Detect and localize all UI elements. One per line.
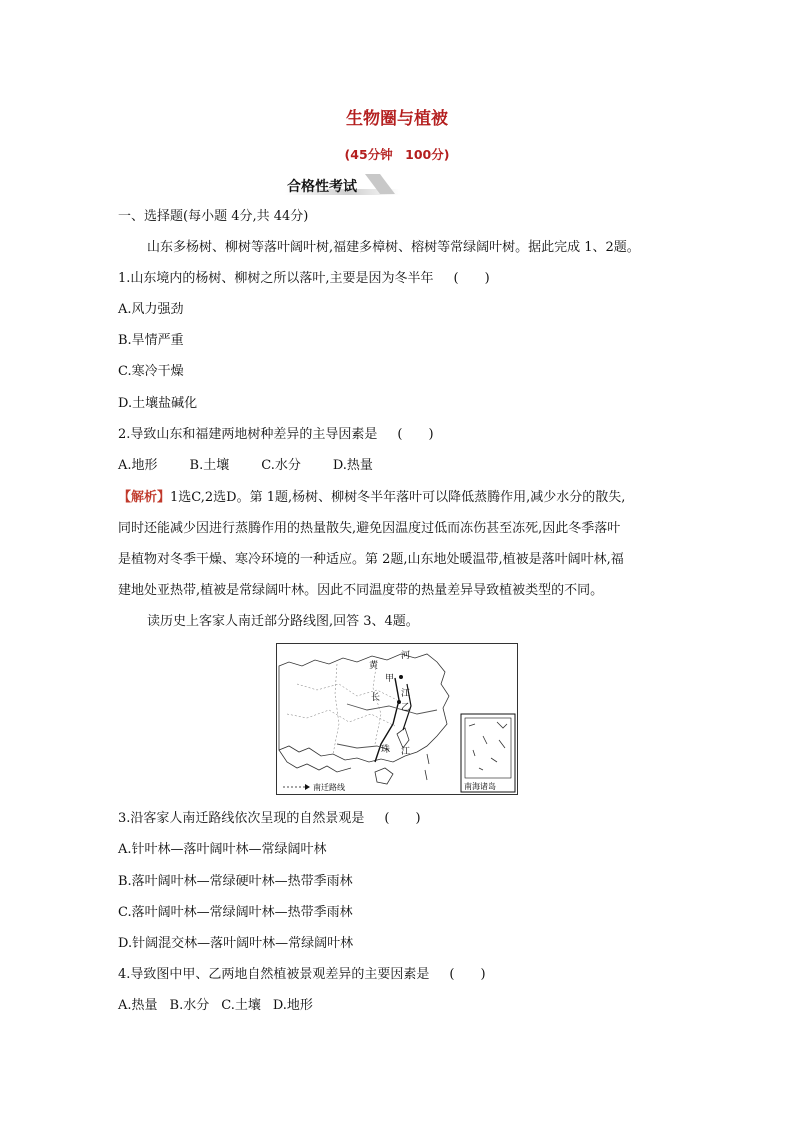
page-title: 生物圈与植被 xyxy=(346,109,448,129)
migration-route-map xyxy=(276,643,518,795)
question-3-stem xyxy=(118,811,421,827)
question-2-text: 2.导致山东和福建两地树种差异的主导因素是 xyxy=(118,427,378,442)
map-label-he: 河 xyxy=(401,651,411,661)
answer-paren: ( ) xyxy=(453,271,490,286)
answer-paren: ( ) xyxy=(384,811,421,826)
question-2-stem xyxy=(118,427,434,443)
question-2-option-b: B.土壤 xyxy=(189,458,230,473)
analysis-line-1 xyxy=(118,490,625,506)
map-label-jiang-2: 江 xyxy=(401,747,411,757)
question-3-option-d: D.针阔混交林—落叶阔叶林—常绿阔叶林 xyxy=(118,936,354,951)
question-4-stem xyxy=(118,967,486,983)
answer-paren: ( ) xyxy=(449,967,486,982)
answer-paren: ( ) xyxy=(397,427,434,442)
question-1-stem xyxy=(118,271,490,287)
question-2-option-d: D.热量 xyxy=(332,458,373,473)
map-label-chang: 长 xyxy=(371,693,381,703)
analysis-text-1: 1选C,2选D。第 1题,杨树、柳树冬半年落叶可以降低蒸腾作用,减少水分的散失, xyxy=(170,490,626,505)
map-legend-label: 南迁路线 xyxy=(313,783,345,792)
question-2-options xyxy=(118,458,405,474)
analysis-line-3: 是植物对冬季干燥、寒冷环境的一种适应。第 2题,山东地处暖温带,植被是落叶阔叶林,福 xyxy=(118,552,624,567)
map-label-zhu: 珠 xyxy=(381,745,391,755)
analysis-line-4: 建地处亚热带,植被是常绿阔叶林。因此不同温度带的热量差异导致植被类型的不同。 xyxy=(118,583,604,598)
question-3-option-a: A.针叶林—落叶阔叶林—常绿阔叶林 xyxy=(118,842,327,857)
question-4-option-a: A.热量 xyxy=(118,998,158,1013)
map-label-jia: 甲 xyxy=(385,674,395,684)
map-label-jiang-1: 江 xyxy=(401,689,411,699)
map-label-yi: 乙 xyxy=(401,703,411,713)
question-2-option-c: C.水分 xyxy=(261,458,301,473)
question-1-option-d: D.土壤盐碱化 xyxy=(118,396,198,411)
question-4-option-b: B.水分 xyxy=(169,998,210,1013)
question-3-option-b: B.落叶阔叶林—常绿硬叶林—热带季雨林 xyxy=(118,874,353,889)
analysis-tag: 【解析】 xyxy=(118,490,171,505)
map-drawing xyxy=(277,644,517,794)
map-label-huang: 黄 xyxy=(369,661,379,671)
section-heading: 一、选择题(每小题 4分,共 44分) xyxy=(118,209,309,224)
question-4-option-c: C.土壤 xyxy=(221,998,261,1013)
question-2-option-a: A.地形 xyxy=(118,458,158,473)
question-1-text: 1.山东境内的杨树、柳树之所以落叶,主要是因为冬半年 xyxy=(118,271,434,286)
question-1-option-a: A.风力强劲 xyxy=(118,302,184,317)
analysis-line-2: 同时还能减少因进行蒸腾作用的热量散失,避免因温度过低而冻伤甚至冻死,因此冬季落叶 xyxy=(118,521,621,536)
question-4-options xyxy=(118,998,325,1014)
question-4-text: 4.导致图中甲、乙两地自然植被景观差异的主要因素是 xyxy=(118,967,430,982)
section-banner xyxy=(285,174,400,196)
question-3-text: 3.沿客家人南迁路线依次呈现的自然景观是 xyxy=(118,811,365,826)
question-3-option-c: C.落叶阔叶林—常绿阔叶林—热带季雨林 xyxy=(118,905,353,920)
inset-label: 南海诸岛 xyxy=(464,782,496,791)
page-subtitle: (45分钟 100分) xyxy=(344,147,450,162)
question-1-option-c: C.寒冷干燥 xyxy=(118,364,184,379)
intro-q1-q2: 山东多杨树、柳树等落叶阔叶树,福建多樟树、榕树等常绿阔叶树。据此完成 1、2题。 xyxy=(147,240,640,255)
question-4-option-d: D.地形 xyxy=(272,998,313,1013)
intro-q3-q4: 读历史上客家人南迁部分路线图,回答 3、4题。 xyxy=(147,614,419,629)
section-banner-label: 合格性考试 xyxy=(287,179,357,195)
question-1-option-b: B.旱情严重 xyxy=(118,333,184,348)
